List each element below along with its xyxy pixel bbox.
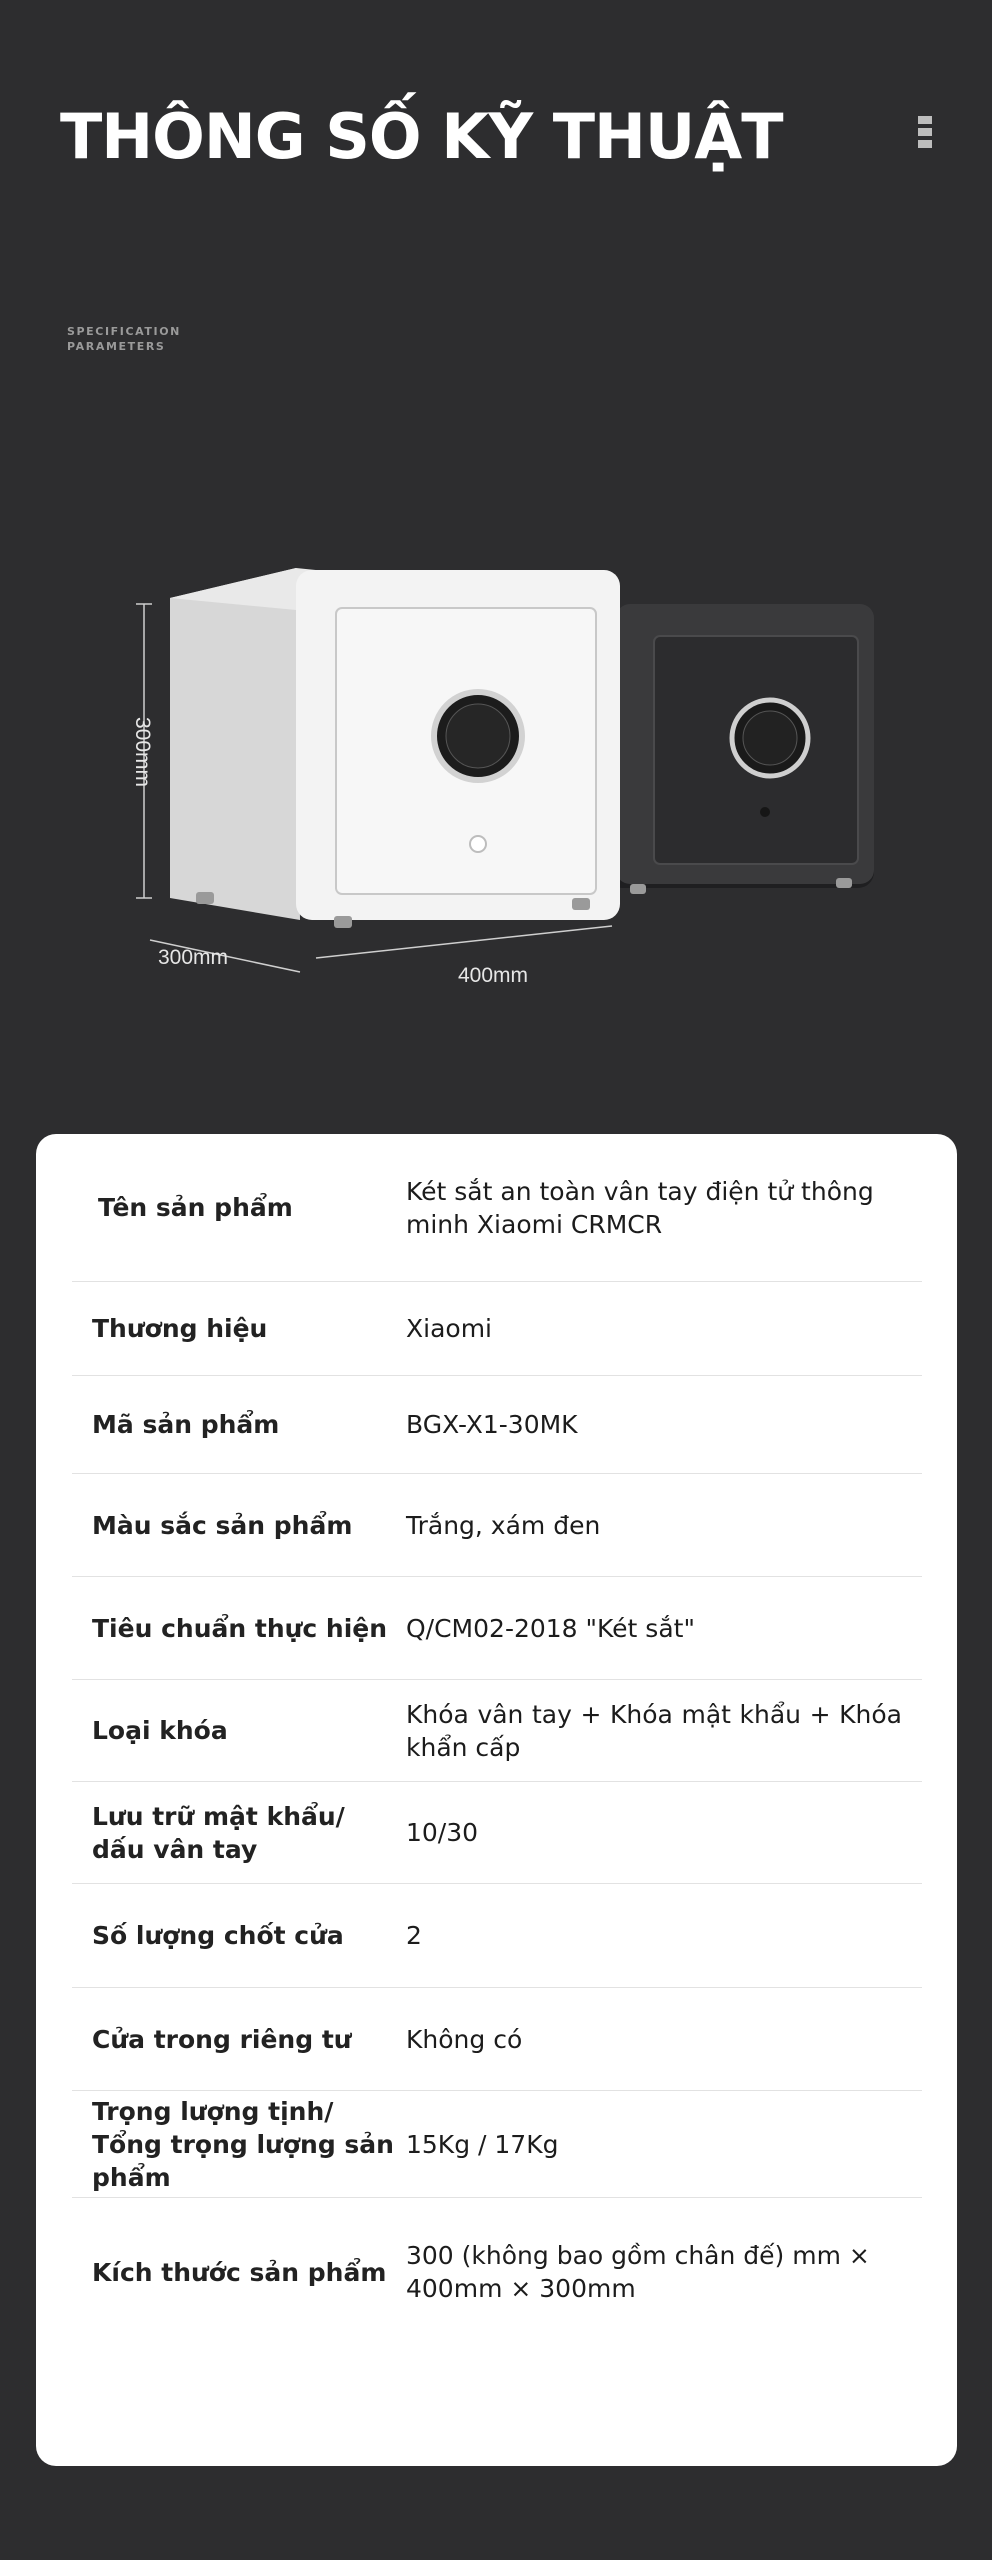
spec-label: Loại khóa — [92, 1716, 228, 1745]
spec-value: Không có — [406, 2024, 523, 2054]
spec-value: Trắng, xám đen — [406, 1510, 601, 1540]
spec-row-inner-door — [72, 1988, 922, 2091]
spec-label: Màu sắc sản phẩm — [92, 1510, 353, 1540]
spec-value: 10/30 — [406, 1818, 479, 1847]
spec-value: 15Kg / 17Kg — [406, 2129, 559, 2159]
spec-value: BGX-X1-30MK — [406, 1410, 578, 1439]
white-safe-image — [170, 568, 620, 928]
spec-label: Tên sản phẩm — [98, 1193, 293, 1222]
spec-card — [36, 1134, 957, 2466]
width-dimension-label: 400mm — [458, 964, 529, 987]
spec-row-weight — [72, 2091, 922, 2198]
page-subtitle: SPECIFICATION PARAMETERS — [67, 325, 181, 353]
spec-row-bolts — [72, 1884, 922, 1988]
spec-label: Kích thước sản phẩm — [92, 2257, 387, 2287]
spec-label: Cửa trong riêng tư — [92, 2024, 352, 2054]
spec-row-model — [72, 1376, 922, 1474]
height-dimension-label: 300mm — [131, 716, 154, 788]
spec-label: Mã sản phẩm — [92, 1410, 280, 1439]
spec-value: Q/CM02-2018 "Két sắt" — [406, 1613, 695, 1643]
spec-label: Tiêu chuẩn thực hiện — [92, 1613, 388, 1643]
spec-row-standard — [72, 1577, 922, 1680]
spec-label: Thương hiệu — [92, 1314, 268, 1343]
spec-row-product-name — [72, 1134, 922, 1282]
spec-row-lock-type — [72, 1680, 922, 1782]
spec-label: Lưu trữ mật khẩu/ dấu vân tay — [92, 1801, 345, 1864]
spec-row-color — [72, 1474, 922, 1577]
spec-row-dimensions — [72, 2198, 922, 2346]
depth-dimension-label: 300mm — [158, 946, 229, 969]
dark-safe-image — [606, 604, 874, 894]
menu-icon[interactable] — [918, 116, 932, 152]
page-title: THÔNG SỐ KỸ THUẬT — [60, 100, 783, 173]
spec-value: Khóa vân tay + Khóa mật khẩu + Khóa khẩn cấp — [406, 1699, 902, 1762]
spec-table — [72, 1134, 922, 2346]
spec-value: Két sắt an toàn vân tay điện tử thông minh Xiaomi CRMCR — [406, 1176, 874, 1239]
spec-row-brand — [72, 1282, 922, 1376]
spec-row-storage — [72, 1782, 922, 1884]
spec-value: 300 (không bao gồm chân đế) mm × 400mm × 300mm — [406, 2241, 870, 2303]
spec-value: Xiaomi — [406, 1314, 492, 1343]
spec-value: 2 — [406, 1921, 422, 1950]
spec-label: Trọng lượng tịnh/ Tổng trọng lượng sản phẩm — [92, 2096, 394, 2192]
spec-label: Số lượng chốt cửa — [92, 1921, 344, 1950]
